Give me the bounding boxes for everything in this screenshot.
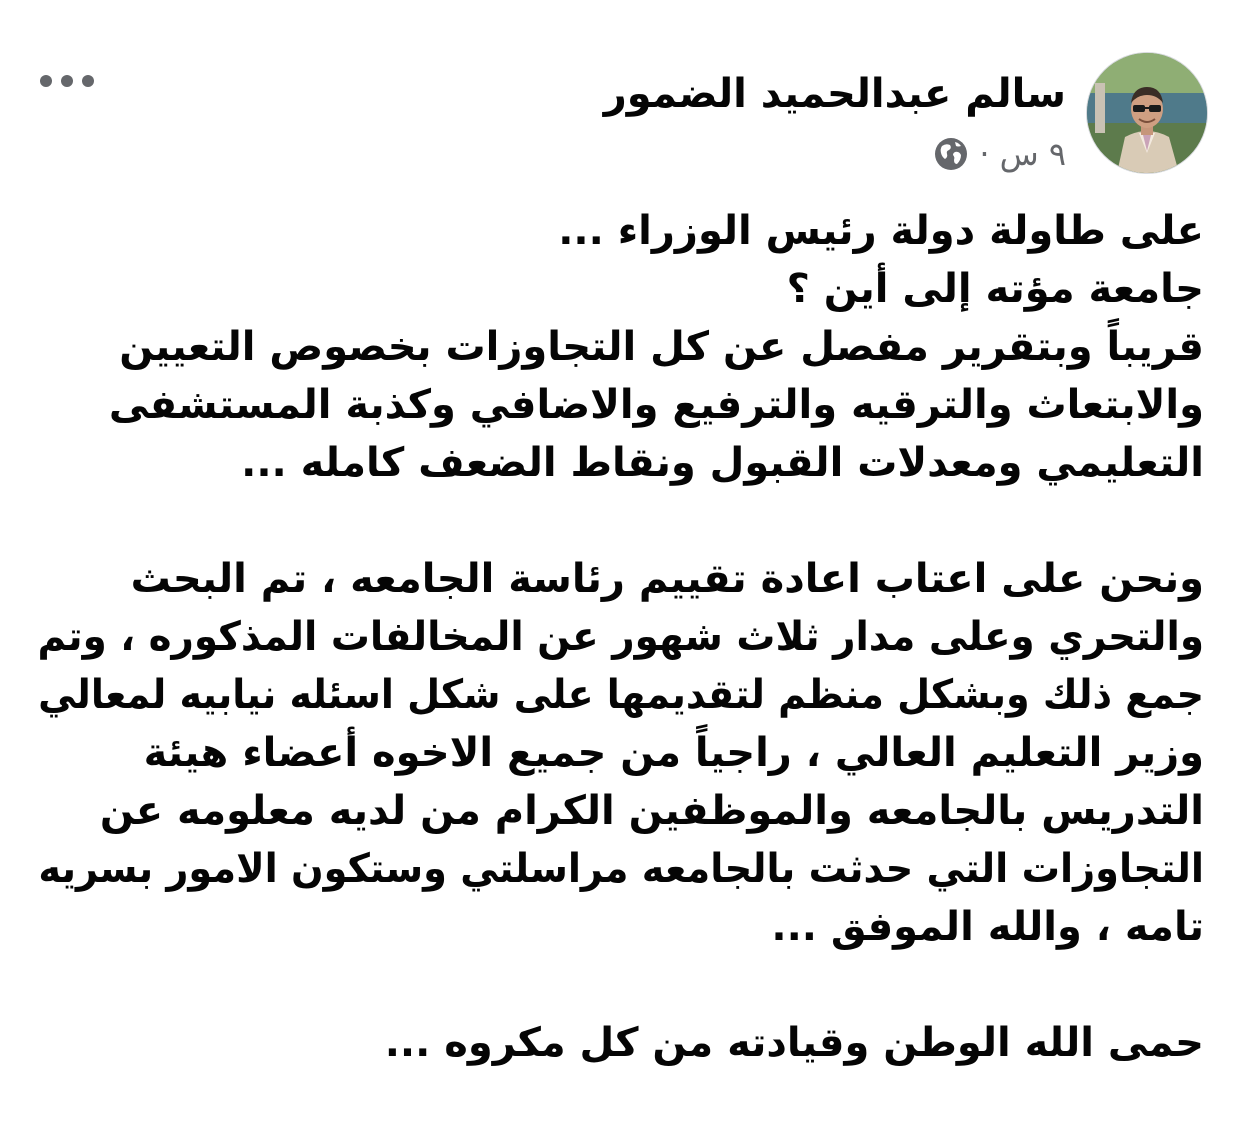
paragraph-gap bbox=[38, 492, 1204, 550]
post-meta bbox=[933, 132, 1066, 176]
post-text-line: وزير التعليم العالي ، راجياً من جميع الاخوه أعضاء هيئة bbox=[143, 730, 1204, 776]
post-text bbox=[38, 202, 1204, 1072]
post-text-line: التجاوزات التي حدثت بالجامعه مراسلتي وستكون الامور بسريه bbox=[38, 846, 1204, 892]
more-options-button[interactable] bbox=[38, 66, 96, 96]
post-text-line: جمع ذلك وبشكل منظم لتقديمها على شكل اسئله نيابيه لمعالي bbox=[38, 672, 1205, 718]
author-avatar[interactable] bbox=[1086, 52, 1208, 174]
avatar-photo bbox=[1087, 53, 1207, 173]
more-dots-icon bbox=[38, 66, 96, 96]
meta-separator: · bbox=[979, 135, 990, 173]
post-text-line: تامه ، والله الموفق ... bbox=[771, 904, 1204, 950]
post-text-line: والتحري وعلى مدار ثلاث شهور عن المخالفات المذكوره ، وتم bbox=[37, 614, 1205, 660]
post-text-line: التدريس بالجامعه والموظفين الكرام من لديه معلومه عن bbox=[99, 788, 1204, 834]
globe-icon[interactable] bbox=[933, 136, 969, 172]
post-text-line: جامعة مؤته إلى أين ؟ bbox=[786, 266, 1204, 312]
post-text-line: والابتعاث والترقيه والترفيع والاضافي وكذبة المستشفى bbox=[108, 382, 1204, 428]
post-text-line: التعليمي ومعدلات القبول ونقاط الضعف كامله ... bbox=[241, 440, 1204, 486]
post-text-line: ونحن على اعتاب اعادة تقييم رئاسة الجامعه ، تم البحث bbox=[130, 556, 1204, 602]
post-timestamp[interactable]: ٩ س bbox=[999, 135, 1066, 173]
post-text-line: حمى الله الوطن وقيادته من كل مكروه ... bbox=[384, 1020, 1204, 1066]
author-name[interactable]: سالم عبدالحميد الضمور bbox=[603, 71, 1066, 117]
paragraph-gap bbox=[38, 956, 1204, 1014]
post-text-line: على طاولة دولة رئيس الوزراء ... bbox=[558, 208, 1204, 254]
post-text-line: قريباً وبتقرير مفصل عن كل التجاوزات بخصوص التعيين bbox=[119, 324, 1204, 370]
